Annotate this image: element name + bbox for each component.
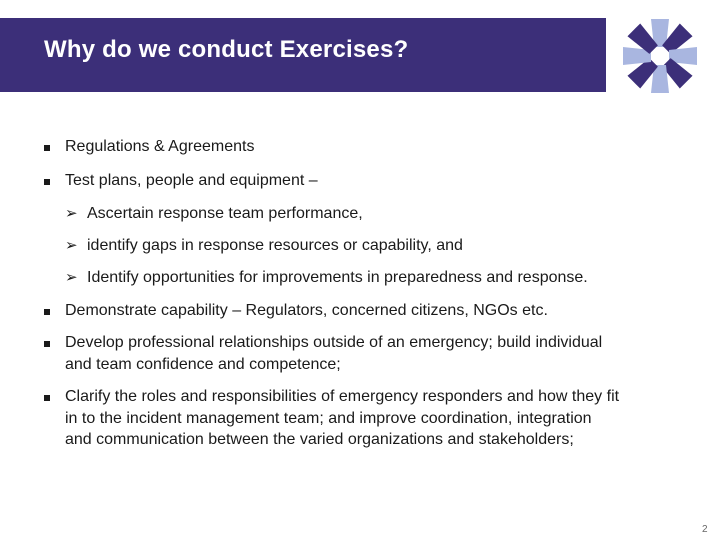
bullet-item — [44, 170, 664, 192]
bullet-text: Regulations & Agreements — [65, 138, 255, 155]
bullet-list — [44, 136, 664, 451]
sub-bullet-item — [44, 203, 664, 225]
square-bullet-icon — [44, 332, 50, 354]
bullet-text: Test plans, people and equipment – — [65, 171, 318, 189]
page-number: 2 — [702, 524, 708, 535]
bullet-item — [44, 386, 620, 451]
arrowhead-bullet-icon: ➢ — [65, 269, 78, 286]
bullet-item — [44, 300, 664, 322]
sub-bullet-item — [44, 267, 607, 289]
square-bullet-icon — [44, 386, 50, 408]
sub-bullet-item — [44, 235, 664, 257]
square-bullet-icon — [44, 170, 50, 192]
bullet-text: Demonstrate capability – Regulators, concerned citizens, NGOs etc. — [65, 301, 548, 319]
square-bullet-icon — [44, 300, 50, 322]
square-bullet-icon — [44, 136, 50, 158]
bullet-text: Clarify the roles and responsibilities of emergency responders and how they fit in to the incident management team; and improve coordination, integration and communication between the varied organizations and stakeholders; — [65, 388, 620, 448]
bullet-text: identify gaps in response resources or capability, and — [87, 236, 463, 254]
arrowhead-bullet-icon: ➢ — [65, 236, 78, 254]
arrowhead-bullet-icon: ➢ — [65, 205, 78, 222]
slide-title: Why do we conduct Exercises? — [44, 36, 409, 63]
wheel-logo-icon — [620, 16, 700, 96]
bullet-item — [44, 332, 610, 375]
bullet-item — [44, 136, 664, 158]
bullet-text: Develop professional relationships outside of an emergency; build individual and team confidence and competence; — [65, 334, 603, 373]
bullet-text: Ascertain response team performance, — [87, 205, 363, 222]
bullet-text: Identify opportunities for improvements in preparedness and response. — [87, 269, 588, 286]
